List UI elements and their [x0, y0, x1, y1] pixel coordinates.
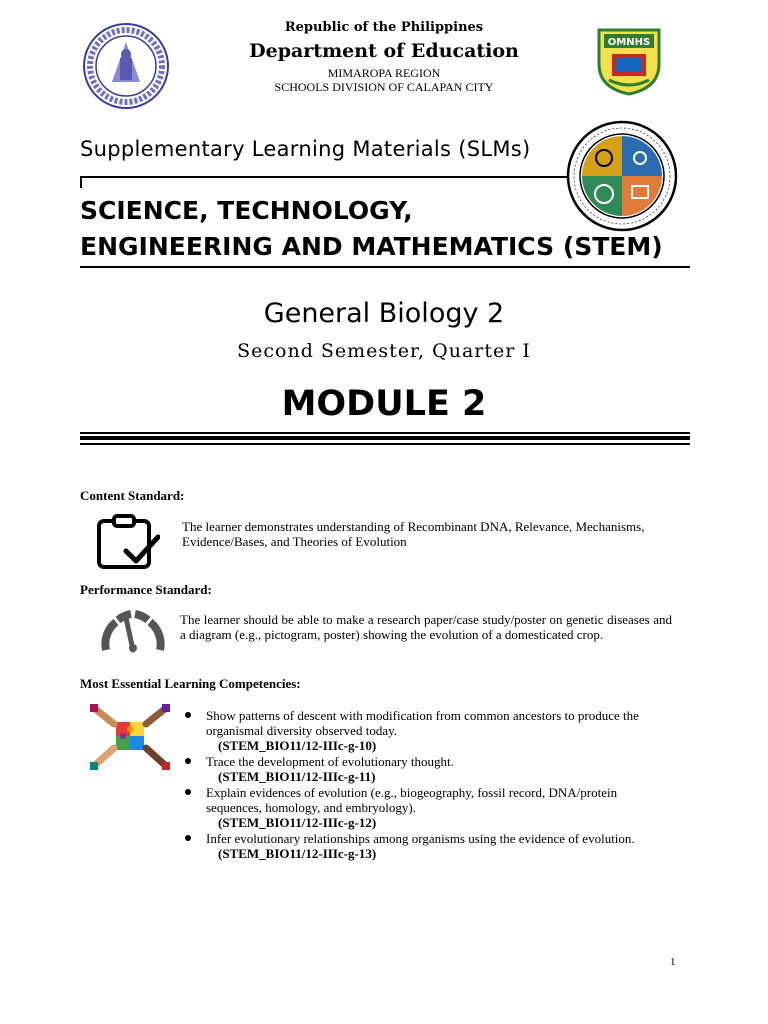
module-divider-top: [80, 432, 690, 434]
list-item: [182, 785, 652, 830]
competency-text: Explain evidences of evolution (e.g., biogeography, fossil record, DNA/protein sequences, homology, and embryology).: [206, 785, 618, 815]
page-number: 1: [670, 956, 676, 968]
list-item: [182, 754, 652, 784]
semester-label: Second Semester, Quarter I: [237, 340, 531, 362]
header-department: Department of Education: [249, 40, 519, 62]
clipboard-check-icon: [96, 513, 160, 571]
bullet-dot-icon: [185, 789, 191, 795]
gauge-icon: [98, 600, 168, 654]
list-item: [182, 708, 652, 753]
bullet-dot-icon: [185, 712, 191, 718]
subject-title: General Biology 2: [263, 298, 505, 329]
stem-divider: [80, 266, 690, 268]
performance-standard-label: Performance Standard:: [80, 582, 212, 597]
stem-title-line2: ENGINEERING AND MATHEMATICS (STEM): [80, 232, 663, 261]
content-standard-label: Content Standard:: [80, 488, 185, 503]
header-republic: Republic of the Philippines: [284, 20, 484, 35]
header-region: MIMAROPA REGION: [327, 66, 441, 80]
module-divider-middle: [80, 436, 690, 440]
competency-code: (STEM_BIO11/12-IIIc-g-13): [218, 846, 377, 861]
slm-underline-tick: [80, 178, 82, 188]
slm-underline: [80, 176, 570, 178]
competencies-label: Most Essential Learning Competencies:: [80, 676, 301, 691]
stem-title-line1: SCIENCE, TECHNOLOGY,: [80, 196, 413, 225]
competency-text: Infer evolutionary relationships among organisms using the evidence of evolution.: [206, 831, 635, 846]
content-standard-text: The learner demonstrates understanding of Recombinant DNA, Relevance, Mechanisms, Evidence/Bases, and Theories of Evolution: [182, 519, 645, 549]
competency-code: (STEM_BIO11/12-IIIc-g-12): [218, 815, 377, 830]
competency-text: Show patterns of descent with modification from common ancestors to produce the organismal diversity observed today.: [206, 708, 639, 738]
bullet-dot-icon: [185, 758, 191, 764]
performance-standard-text: The learner should be able to make a research paper/case study/poster on genetic diseases and a diagram (e.g., pictogram, poster) showing the evolution of a domesticated crop.: [180, 612, 672, 642]
competencies-list: [182, 708, 652, 862]
module-divider-bottom: [80, 443, 690, 445]
list-item: [182, 831, 652, 861]
omnhs-school-logo: [594, 24, 664, 96]
competency-text: Trace the development of evolutionary thought.: [206, 754, 454, 769]
module-title: MODULE 2: [281, 384, 487, 424]
header-division: SCHOOLS DIVISION OF CALAPAN CITY: [274, 80, 494, 94]
puzzle-hands-icon: [90, 702, 170, 772]
bullet-dot-icon: [185, 835, 191, 841]
omnhs-logo-text: OMNHS: [607, 37, 651, 48]
slm-title: Supplementary Learning Materials (SLMs): [80, 137, 531, 161]
competency-code: (STEM_BIO11/12-IIIc-g-10): [218, 738, 377, 753]
competency-code: (STEM_BIO11/12-IIIc-g-11): [218, 769, 376, 784]
stem-logo: [566, 120, 678, 232]
